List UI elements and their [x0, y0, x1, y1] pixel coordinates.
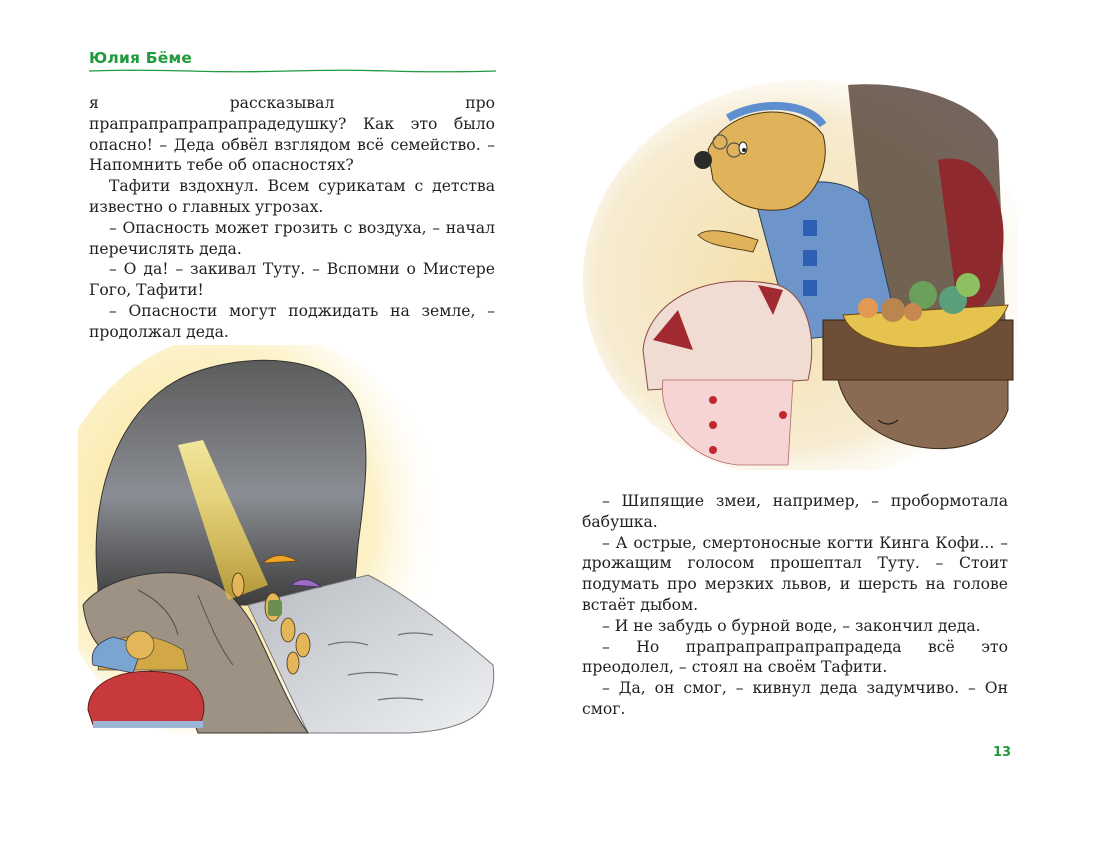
header-wavy-rule — [89, 69, 496, 73]
paragraph: – О да! – закивал Туту. – Вспомни о Мистере Гого, Тафити! — [89, 260, 495, 300]
paragraph: – Шипящие змеи, например, – пробормотала бабушка. — [582, 492, 1008, 531]
paragraph: Тафити вздохнул. Всем сурикатам с детства известно о главных угрозах. — [89, 177, 495, 216]
paragraph: – А острые, смертоносные когти Кинга Кофи... – дрожащим голосом прошептал Туту. – Стоит подумать про мерзких львов, и шерсть на голове встаёт дыбом. — [582, 533, 1008, 614]
paragraph: – И не забудь о бурной воде, – закончил деда. — [602, 616, 981, 635]
cave-illustration — [78, 345, 503, 735]
author-name: Юлия Бёме — [89, 49, 193, 67]
paragraph: я рассказывал про прапрапрапрапрапрадедушку? Как это было опасно! – Деда обвёл взглядом всё семейство. – Напомнить тебе об опасностях? — [89, 94, 495, 175]
paragraph: – Опасность может грозить с воздуха, – начал перечислять деда. — [89, 218, 495, 258]
grandpa-meerkat-illustration — [578, 80, 1018, 470]
paragraph: – Да, он смог, – кивнул деда задумчиво. – Он смог. — [582, 679, 1008, 718]
page-number: 13 — [993, 745, 1012, 760]
running-header — [89, 48, 496, 68]
paragraph: – Опасности могут поджидать на земле, – продолжал деда. — [89, 301, 495, 341]
paragraph: – Но прапрапрапрапрапрадеда всё это преодолел, – стоял на своём Тафити. — [582, 637, 1008, 677]
left-page-text — [89, 93, 495, 343]
right-page-text — [582, 491, 1008, 720]
